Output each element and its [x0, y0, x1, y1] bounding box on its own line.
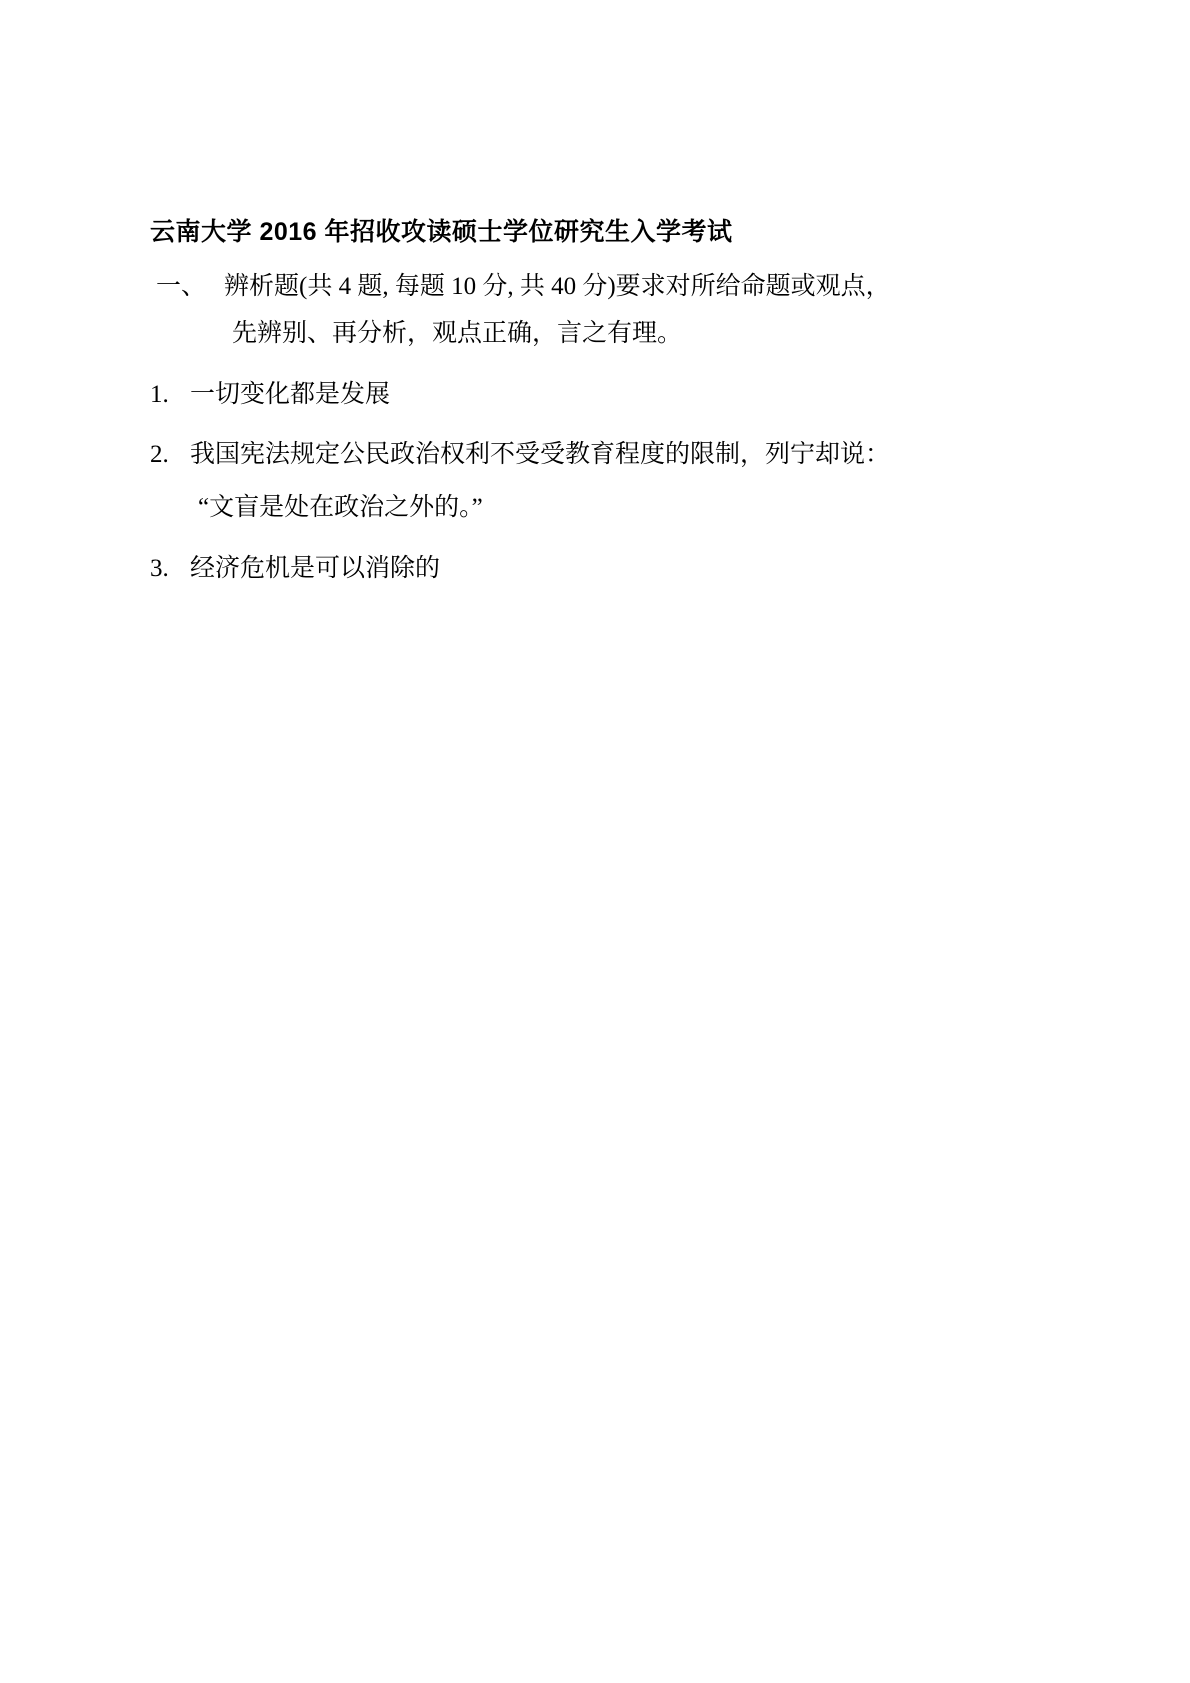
section-heading-continuation: 先辨别、再分析，观点正确，言之有理。: [232, 319, 683, 347]
section-marker: 一、: [156, 273, 207, 300]
list-item-continuation: “文盲是处在政治之外的。”: [198, 494, 483, 521]
section-heading-line: [150, 268, 1040, 307]
list-item: [150, 436, 1040, 475]
list-item-number: 2.: [150, 441, 169, 469]
section-block: [150, 268, 1040, 354]
list-item-number: 1.: [150, 380, 169, 408]
list-item-text: 我国宪法规定公民政治权利不受受教育程度的限制，列宁却说：: [190, 441, 891, 469]
section-heading-text: 辨析题(共 4 题, 每题 10 分, 共 40 分)要求对所给命题或观点，: [224, 273, 891, 300]
page-title: 云南大学 2016 年招收攻读硕士学位研究生入学考试: [150, 218, 733, 246]
list-item: [150, 376, 1040, 415]
list-item-number: 3.: [150, 554, 169, 582]
list-item-text: 经济危机是可以消除的: [190, 554, 441, 582]
list-item: [150, 550, 1040, 589]
list-item-text: 一切变化都是发展: [190, 380, 391, 408]
